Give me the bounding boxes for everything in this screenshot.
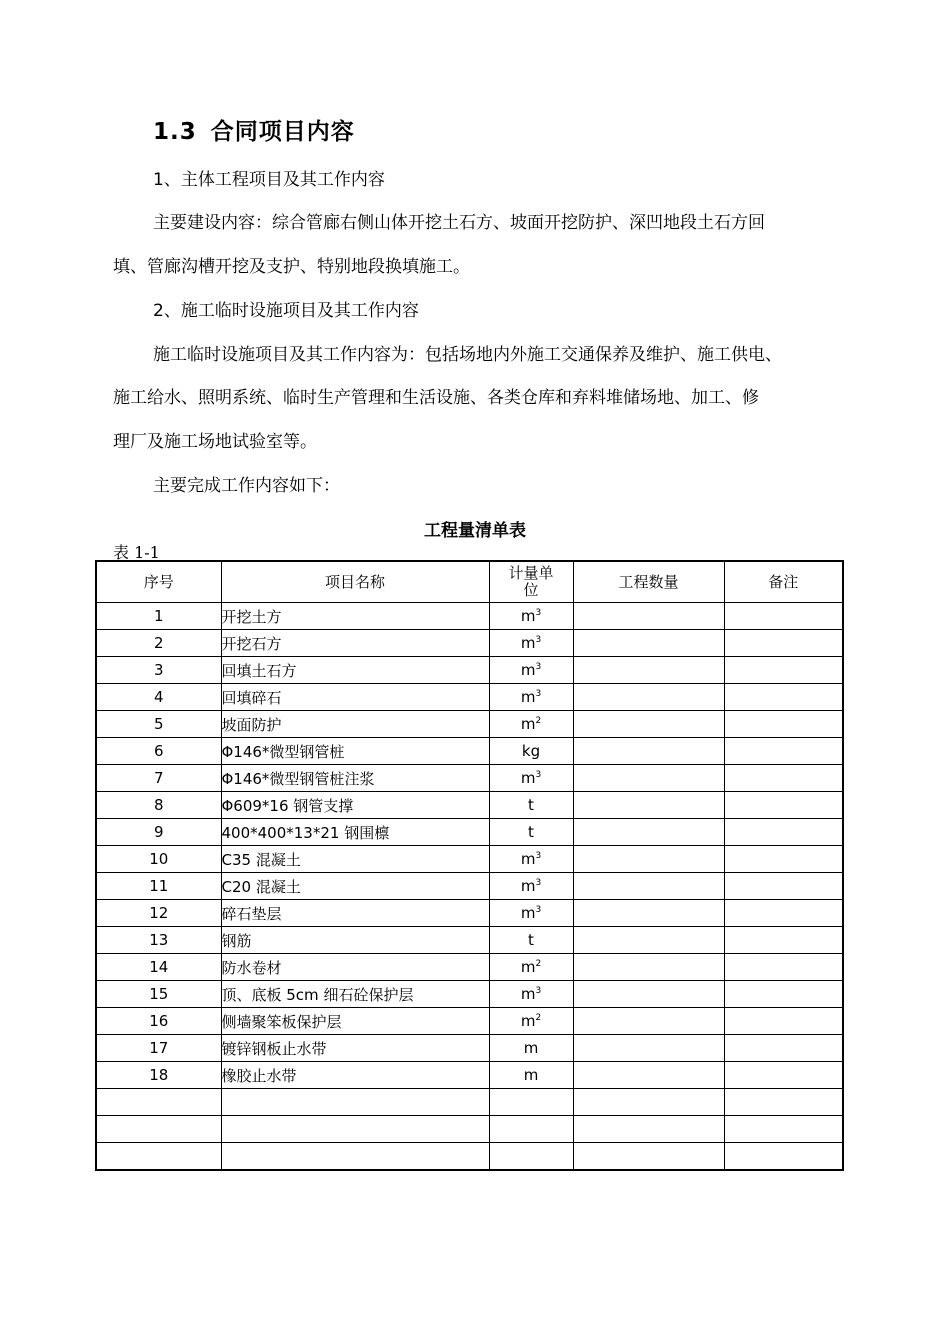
cell-unit: [489, 846, 573, 873]
cell-qty: [573, 1062, 724, 1089]
cell-remark: [724, 1089, 843, 1116]
cell-remark: [724, 981, 843, 1008]
cell-unit: [489, 1062, 573, 1089]
cell-qty: [573, 927, 724, 954]
table-row: [96, 630, 843, 657]
cell-remark: [724, 1035, 843, 1062]
cell-qty: [573, 873, 724, 900]
unit-text: m: [520, 958, 536, 976]
cell-qty: [573, 1143, 724, 1171]
table-header-row: [96, 561, 843, 603]
cell-qty: [573, 738, 724, 765]
cell-remark: [724, 1008, 843, 1035]
table-row: [96, 1116, 843, 1143]
cell-no: 15: [96, 981, 221, 1008]
paragraph-main-content: 主要建设内容：综合管廊右侧山体开挖土石方、坡面开挖防护、深凹地段土石方回: [153, 213, 765, 233]
table-row: [96, 738, 843, 765]
unit-text: m: [520, 634, 536, 652]
cell-unit: [489, 1089, 573, 1116]
unit-text: t: [528, 796, 534, 814]
cell-qty: [573, 657, 724, 684]
table-row: [96, 900, 843, 927]
cell-no: 9: [96, 819, 221, 846]
unit-text: t: [528, 931, 534, 949]
cell-remark: [724, 603, 843, 630]
table-row: [96, 603, 843, 630]
unit-text: kg: [521, 742, 541, 760]
table-row: [96, 1089, 843, 1116]
cell-qty: [573, 954, 724, 981]
cell-no: 5: [96, 711, 221, 738]
unit-text: m: [520, 688, 536, 706]
cell-unit: [489, 684, 573, 711]
cell-no: [96, 1089, 221, 1116]
cell-remark: [724, 765, 843, 792]
cell-no: 17: [96, 1035, 221, 1062]
cell-remark: [724, 630, 843, 657]
unit-text: m: [520, 904, 536, 922]
paragraph-main-content-cont: 填、管廊沟槽开挖及支护、特别地段换填施工。: [113, 257, 470, 277]
unit-text: m: [520, 1012, 536, 1030]
cell-unit: [489, 630, 573, 657]
cell-qty: [573, 603, 724, 630]
unit-text: m: [520, 661, 536, 679]
unit-text: m: [520, 850, 536, 868]
cell-unit: [489, 711, 573, 738]
cell-no: 6: [96, 738, 221, 765]
table-row: [96, 846, 843, 873]
cell-remark: [724, 927, 843, 954]
cell-no: 2: [96, 630, 221, 657]
cell-qty: [573, 819, 724, 846]
cell-no: 12: [96, 900, 221, 927]
cell-no: 1: [96, 603, 221, 630]
cell-remark: [724, 657, 843, 684]
cell-name: 回填碎石: [221, 684, 489, 711]
cell-qty: [573, 711, 724, 738]
table-row: [96, 1035, 843, 1062]
table-caption: 工程量清单表: [424, 521, 526, 541]
cell-unit: [489, 954, 573, 981]
unit-exponent: 2: [535, 959, 542, 969]
cell-name: 橡胶止水带: [221, 1062, 489, 1089]
paragraph-item-2: 2、施工临时设施项目及其工作内容: [153, 301, 419, 321]
cell-no: [96, 1116, 221, 1143]
cell-remark: [724, 711, 843, 738]
unit-exponent: 3: [535, 662, 542, 672]
cell-no: [96, 1143, 221, 1171]
cell-no: 10: [96, 846, 221, 873]
cell-unit: [489, 738, 573, 765]
cell-name: C35 混凝土: [221, 846, 489, 873]
cell-name: 镀锌钢板止水带: [221, 1035, 489, 1062]
table-row: [96, 711, 843, 738]
cell-unit: [489, 873, 573, 900]
cell-name: 坡面防护: [221, 711, 489, 738]
cell-qty: [573, 1116, 724, 1143]
cell-remark: [724, 1062, 843, 1089]
paragraph-temp-facilities-cont1: 施工给水、照明系统、临时生产管理和生活设施、各类仓库和弃料堆储场地、加工、修: [113, 388, 759, 408]
table-row: [96, 684, 843, 711]
cell-unit: [489, 1116, 573, 1143]
cell-unit: [489, 792, 573, 819]
cell-remark: [724, 1143, 843, 1171]
cell-qty: [573, 1089, 724, 1116]
unit-exponent: 3: [535, 851, 542, 861]
cell-name: 侧墙聚笨板保护层: [221, 1008, 489, 1035]
cell-no: 8: [96, 792, 221, 819]
table-row: [96, 657, 843, 684]
unit-text: m: [520, 715, 536, 733]
cell-no: 16: [96, 1008, 221, 1035]
section-title: 合同项目内容: [210, 119, 355, 145]
table-row: [96, 1008, 843, 1035]
section-heading: [153, 113, 355, 146]
header-unit-line1: 计量单: [508, 564, 554, 582]
cell-no: 4: [96, 684, 221, 711]
cell-unit: [489, 1143, 573, 1171]
cell-name: C20 混凝土: [221, 873, 489, 900]
cell-remark: [724, 954, 843, 981]
cell-no: 18: [96, 1062, 221, 1089]
quantity-table: [95, 560, 844, 1171]
cell-unit: [489, 1035, 573, 1062]
cell-no: 14: [96, 954, 221, 981]
cell-qty: [573, 1035, 724, 1062]
unit-exponent: 3: [535, 770, 542, 780]
cell-unit: [489, 900, 573, 927]
cell-qty: [573, 846, 724, 873]
cell-name: [221, 1143, 489, 1171]
cell-qty: [573, 900, 724, 927]
cell-remark: [724, 684, 843, 711]
header-name: 项目名称: [221, 561, 489, 603]
cell-remark: [724, 819, 843, 846]
unit-exponent: 3: [535, 635, 542, 645]
unit-exponent: 3: [535, 878, 542, 888]
cell-name: 钢筋: [221, 927, 489, 954]
paragraph-item-1: 1、主体工程项目及其工作内容: [153, 170, 385, 190]
cell-no: 11: [96, 873, 221, 900]
cell-name: 顶、底板 5cm 细石砼保护层: [221, 981, 489, 1008]
unit-text: m: [523, 1066, 539, 1084]
table-row: [96, 1143, 843, 1171]
header-unit: [489, 561, 573, 603]
cell-name: 回填土石方: [221, 657, 489, 684]
table-row: [96, 819, 843, 846]
unit-text: m: [523, 1039, 539, 1057]
cell-remark: [724, 1116, 843, 1143]
cell-unit: [489, 927, 573, 954]
paragraph-temp-facilities-cont2: 理厂及施工场地试验室等。: [113, 432, 317, 452]
table-row: [96, 873, 843, 900]
unit-text: m: [520, 607, 536, 625]
unit-exponent: 3: [535, 608, 542, 618]
cell-name: Φ146*微型钢管桩: [221, 738, 489, 765]
cell-no: 13: [96, 927, 221, 954]
table-row: [96, 927, 843, 954]
cell-name: 防水卷材: [221, 954, 489, 981]
cell-qty: [573, 684, 724, 711]
cell-no: 3: [96, 657, 221, 684]
paragraph-work-intro: 主要完成工作内容如下：: [153, 476, 340, 496]
cell-unit: [489, 819, 573, 846]
section-number: 1.3: [153, 119, 197, 145]
table-row: [96, 954, 843, 981]
cell-name: 碎石垫层: [221, 900, 489, 927]
cell-unit: [489, 765, 573, 792]
unit-text: m: [520, 985, 536, 1003]
cell-remark: [724, 792, 843, 819]
cell-remark: [724, 738, 843, 765]
header-qty: 工程数量: [573, 561, 724, 603]
cell-name: Φ609*16 钢管支撑: [221, 792, 489, 819]
cell-no: 7: [96, 765, 221, 792]
unit-text: t: [528, 823, 534, 841]
unit-text: m: [520, 877, 536, 895]
unit-exponent: 3: [535, 986, 542, 996]
cell-name: 开挖土方: [221, 603, 489, 630]
table-row: [96, 1062, 843, 1089]
unit-text: m: [520, 769, 536, 787]
table-label: 表 1-1: [113, 543, 160, 562]
cell-qty: [573, 1008, 724, 1035]
cell-name: 400*400*13*21 钢围檩: [221, 819, 489, 846]
cell-unit: [489, 1008, 573, 1035]
unit-exponent: 2: [535, 716, 542, 726]
cell-name: 开挖石方: [221, 630, 489, 657]
table-row: [96, 981, 843, 1008]
cell-qty: [573, 765, 724, 792]
cell-qty: [573, 981, 724, 1008]
cell-remark: [724, 900, 843, 927]
unit-exponent: 2: [535, 1013, 542, 1023]
header-no: 序号: [96, 561, 221, 603]
unit-exponent: 3: [535, 689, 542, 699]
header-unit-line2: 位: [523, 581, 539, 599]
cell-qty: [573, 630, 724, 657]
cell-unit: [489, 981, 573, 1008]
table-row: [96, 792, 843, 819]
cell-unit: [489, 603, 573, 630]
paragraph-temp-facilities: 施工临时设施项目及其工作内容为：包括场地内外施工交通保养及维护、施工供电、: [153, 345, 782, 365]
cell-remark: [724, 873, 843, 900]
cell-name: [221, 1089, 489, 1116]
cell-unit: [489, 657, 573, 684]
cell-name: Φ146*微型钢管桩注浆: [221, 765, 489, 792]
cell-qty: [573, 792, 724, 819]
cell-remark: [724, 846, 843, 873]
header-remark: 备注: [724, 561, 843, 603]
table-row: [96, 765, 843, 792]
cell-name: [221, 1116, 489, 1143]
unit-exponent: 3: [535, 905, 542, 915]
